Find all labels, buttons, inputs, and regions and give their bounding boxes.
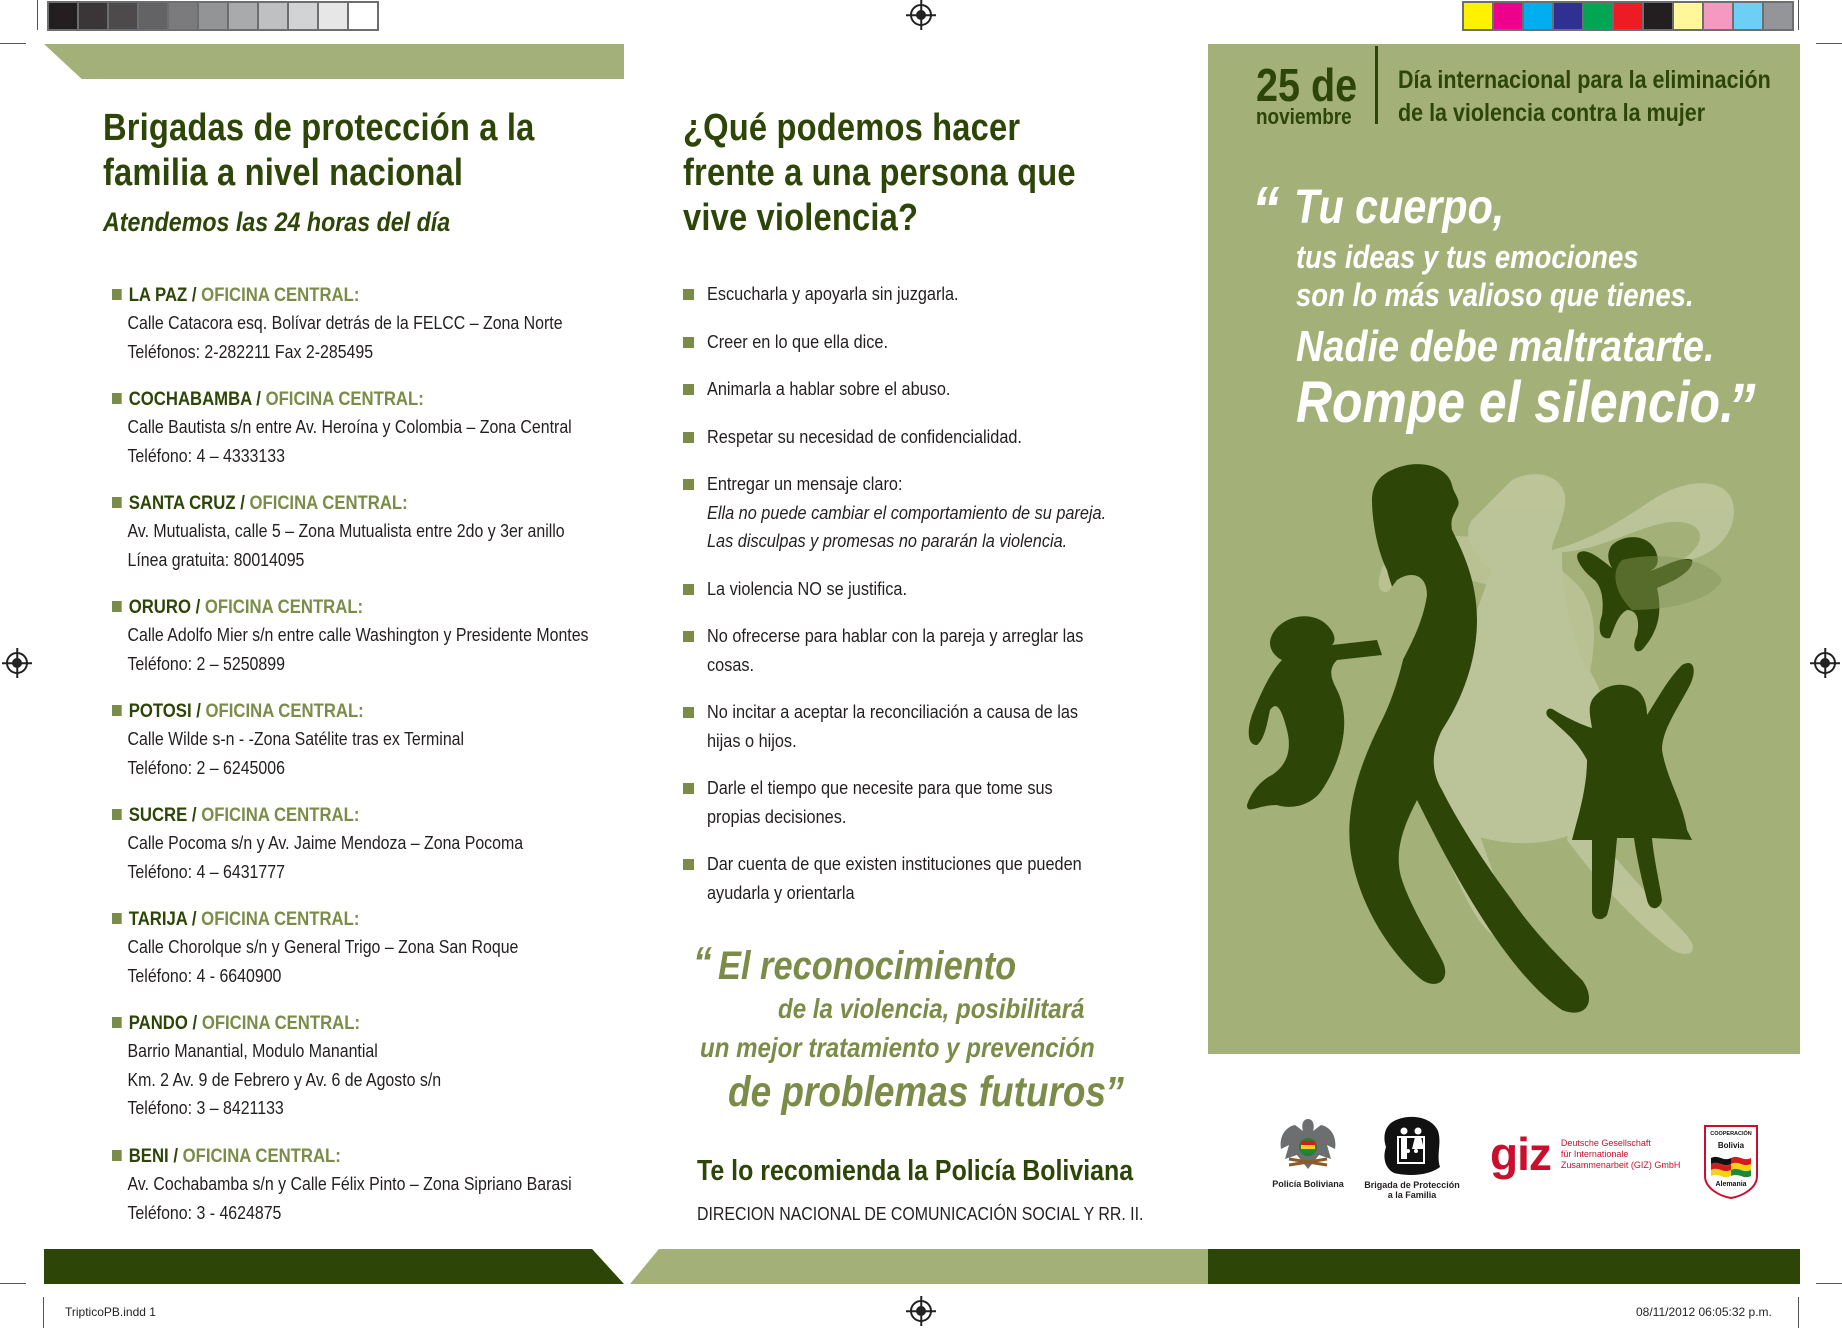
event-title (1398, 64, 1771, 130)
color-swatch (1554, 3, 1584, 29)
square-bullet-icon (112, 1017, 122, 1028)
office-header (112, 803, 570, 829)
advice-note: Ella no puede cambiar el comportamiento de su pareja. (707, 501, 1107, 523)
office-label: OFICINA CENTRAL: (201, 909, 360, 930)
quote-line: Rompe el silencio. (1296, 370, 1734, 435)
office-entry (112, 1011, 632, 1123)
square-bullet-icon (683, 432, 694, 443)
left-panel-subtitle: Atendemos las 24 horas del día (103, 207, 451, 237)
separator: / (235, 493, 250, 514)
office-city: SANTA CRUZ (128, 493, 236, 514)
quote-line: tus ideas y tus emociones (1296, 239, 1639, 275)
office-detail: Calle Pocoma s/n y Av. Jaime Mendoza – Zona Pocoma (127, 832, 524, 853)
office-label: OFICINA CENTRAL: (265, 389, 424, 410)
bottom-band-middle (630, 1249, 1208, 1284)
color-swatch (259, 3, 289, 29)
office-city: ORURO (128, 597, 191, 618)
color-swatch (169, 3, 199, 29)
giz-fullname (1561, 1138, 1681, 1171)
title-line: ¿Qué podemos hacer (683, 107, 1021, 149)
color-swatch (1494, 3, 1524, 29)
separator: / (187, 909, 202, 930)
office-detail: Línea gratuita: 80014095 (127, 548, 305, 570)
title-line: frente a una persona que (683, 152, 1076, 194)
square-bullet-icon (112, 393, 122, 404)
office-header (112, 595, 570, 621)
office-detail: Km. 2 Av. 9 de Febrero y Av. 6 de Agosto s/n (127, 1068, 442, 1090)
left-panel-title (103, 106, 534, 196)
square-bullet-icon (112, 1150, 122, 1161)
date-month: noviembre (1256, 104, 1352, 129)
office-detail: Barrio Manantial, Modulo Manantial (127, 1040, 378, 1061)
advice-item (683, 850, 1143, 907)
open-quote-mark: “ (1252, 173, 1280, 245)
office-city: SUCRE (128, 805, 188, 826)
quote-line: son lo más valioso que tienes. (1296, 277, 1694, 313)
giz-line: Zusammenarbeit (GIZ) GmbH (1560, 1159, 1681, 1170)
caption-line: a la Familia (1387, 1190, 1437, 1200)
family-silhouette-illustration (1242, 460, 1772, 1040)
office-header (112, 907, 570, 933)
close-quote-mark: ” (1105, 1068, 1124, 1117)
office-header (112, 387, 570, 413)
color-swatch (79, 3, 109, 29)
office-detail: Teléfono: 4 - 6640900 (127, 964, 282, 986)
giz-line: für Internationale (1560, 1148, 1629, 1159)
police-crest-icon (1277, 1115, 1339, 1175)
square-bullet-icon (683, 631, 694, 642)
footer-filename: TripticoPB.indd 1 (65, 1305, 156, 1319)
cover-panel (1208, 44, 1800, 1054)
office-city: LA PAZ (128, 285, 188, 306)
advice-list (683, 280, 1143, 907)
crop-mark (0, 1283, 26, 1284)
office-entry (112, 387, 632, 470)
square-bullet-icon (683, 289, 694, 300)
color-swatch (1584, 3, 1614, 29)
office-label: OFICINA CENTRAL: (182, 1146, 341, 1167)
square-bullet-icon (683, 783, 694, 794)
department-line: DIRECION NACIONAL DE COMUNICACIÓN SOCIAL Y RR. II. (697, 1203, 1144, 1224)
recommendation-line: Te lo recomienda la Policía Boliviana (697, 1155, 1134, 1187)
square-bullet-icon (683, 337, 694, 348)
office-detail: Teléfono: 2 – 6245006 (127, 756, 285, 778)
office-entry (112, 491, 632, 574)
square-bullet-icon (683, 859, 694, 870)
quote-line: de la violencia, posibilitará (778, 993, 1085, 1024)
advice-text: No ofrecerse para hablar con la pareja y arreglar las (707, 625, 1084, 646)
cmyk-color-bar (1462, 1, 1794, 31)
separator: / (191, 701, 206, 722)
square-bullet-icon (112, 289, 122, 300)
advice-text: propias decisiones. (707, 805, 847, 827)
advice-text: Respetar su necesidad de confidencialidad. (707, 425, 1022, 447)
quote-line: El reconocimiento (718, 944, 1017, 988)
advice-text: cosas. (707, 653, 755, 675)
advice-text: Animarla a hablar sobre el abuso. (707, 378, 951, 399)
advice-text: Entregar un mensaje claro: (707, 473, 903, 494)
separator: / (187, 1013, 202, 1034)
office-label: OFICINA CENTRAL: (204, 597, 364, 618)
office-city: BENI (128, 1146, 169, 1167)
title-line: vive violencia? (683, 197, 919, 239)
office-entry (112, 907, 632, 990)
advice-item (683, 280, 1143, 309)
office-city: PANDO (128, 1013, 188, 1034)
bottom-band-left (44, 1249, 624, 1284)
advice-text: ayudarla y orientarla (707, 881, 855, 903)
advice-text: hijas o hijos. (707, 729, 797, 751)
office-entry (112, 1144, 632, 1227)
office-city: COCHABAMBA (128, 389, 252, 410)
office-header (112, 699, 570, 725)
crop-mark (1816, 43, 1842, 44)
title-line: Brigadas de protección a la (103, 107, 535, 149)
coop-line: Bolivia (1717, 1141, 1745, 1150)
color-swatch (199, 3, 229, 29)
separator: / (251, 389, 266, 410)
square-bullet-icon (683, 479, 694, 490)
square-bullet-icon (112, 913, 122, 924)
logo-policia-boliviana (1268, 1115, 1348, 1189)
square-bullet-icon (112, 705, 122, 716)
color-swatch (1464, 3, 1494, 29)
gray-color-bar (47, 1, 379, 31)
office-detail: Teléfono: 3 – 8421133 (127, 1097, 284, 1118)
office-detail: Teléfono: 2 – 5250899 (127, 652, 285, 674)
office-entry (112, 595, 632, 678)
square-bullet-icon (683, 584, 694, 595)
office-label: OFICINA CENTRAL: (205, 701, 364, 722)
color-swatch (1524, 3, 1554, 29)
coop-line: COOPERACIÓN (1710, 1131, 1752, 1137)
crop-mark (1816, 1283, 1842, 1284)
logo-brigada-proteccion-familia (1362, 1115, 1462, 1200)
crop-mark (1798, 1297, 1799, 1328)
giz-line: Deutsche Gesellschaft (1560, 1137, 1651, 1148)
advice-item (683, 470, 1143, 556)
advice-text: Darle el tiempo que necesite para que tome sus (707, 777, 1053, 798)
registration-mark-icon (910, 1300, 932, 1322)
logo-giz (1490, 1128, 1690, 1180)
office-header (112, 491, 570, 517)
title-line: familia a nivel nacional (103, 152, 464, 194)
office-entry (112, 803, 632, 886)
advice-item (683, 328, 1143, 357)
office-detail: Calle Wilde s-n - -Zona Satélite tras ex Terminal (127, 728, 465, 749)
event-line: Día internacional para la eliminación (1398, 66, 1771, 94)
event-line: de la violencia contra la mujer (1398, 99, 1706, 127)
square-bullet-icon (683, 384, 694, 395)
footer-datetime: 08/11/2012 06:05:32 p.m. (1636, 1305, 1772, 1319)
office-city: TARIJA (128, 909, 188, 930)
advice-item (683, 774, 1143, 831)
advice-item (683, 698, 1143, 755)
square-bullet-icon (112, 497, 122, 508)
crop-mark (43, 1297, 44, 1328)
advice-item (683, 575, 1143, 604)
crop-mark (1798, 0, 1799, 30)
advice-text: No incitar a aceptar la reconciliación a causa de las (707, 701, 1079, 722)
close-quote-mark: ” (1728, 370, 1756, 442)
color-swatch (289, 3, 319, 29)
color-swatch (1734, 3, 1764, 29)
office-header (112, 1011, 570, 1037)
separator: / (168, 1146, 183, 1167)
color-swatch (1674, 3, 1704, 29)
bottom-band-right (1208, 1249, 1800, 1284)
advice-text: Creer en lo que ella dice. (707, 330, 889, 352)
caption-line: Brigada de Protección (1364, 1180, 1460, 1190)
advice-item (683, 622, 1143, 679)
advice-item (683, 375, 1143, 404)
logo-caption (1362, 1180, 1462, 1200)
quote-line: un mejor tratamiento y prevención (700, 1032, 1095, 1063)
office-header (112, 283, 570, 309)
color-swatch (319, 3, 349, 29)
office-label: OFICINA CENTRAL: (249, 493, 408, 514)
office-detail: Teléfono: 4 – 4333133 (127, 444, 285, 466)
top-decorative-band (44, 44, 624, 79)
office-label: OFICINA CENTRAL: (201, 285, 360, 306)
date-divider (1375, 46, 1378, 124)
color-swatch (49, 3, 79, 29)
separator: / (190, 597, 205, 618)
registration-mark-icon (6, 652, 28, 674)
logo-cooperacion-bolivia-alemania (1703, 1124, 1759, 1205)
office-header (112, 1144, 570, 1170)
family-brigade-icon (1380, 1115, 1444, 1177)
color-swatch (229, 3, 259, 29)
square-bullet-icon (112, 601, 122, 612)
separator: / (187, 285, 202, 306)
office-label: OFICINA CENTRAL: (201, 1013, 361, 1034)
square-bullet-icon (112, 809, 122, 820)
office-city: POTOSI (128, 701, 192, 722)
coop-line: Alemania (1715, 1181, 1747, 1188)
color-swatch (109, 3, 139, 29)
office-detail: Calle Chorolque s/n y General Trigo – Zona San Roque (127, 936, 519, 957)
quote-line: Nadie debe maltratarte. (1296, 322, 1715, 371)
office-detail: Av. Mutualista, calle 5 – Zona Mutualista entre 2do y 3er anillo (127, 520, 565, 541)
advice-text: Escucharla y apoyarla sin juzgarla. (707, 283, 959, 304)
open-quote-mark: “ (693, 938, 712, 987)
registration-mark-icon (910, 4, 932, 26)
color-swatch (1704, 3, 1734, 29)
square-bullet-icon (683, 707, 694, 718)
office-entry (112, 699, 632, 782)
office-detail: Av. Cochabamba s/n y Calle Félix Pinto – Zona Sipriano Barasi (127, 1173, 572, 1194)
logo-caption: Policía Boliviana (1272, 1179, 1344, 1189)
crop-mark (37, 0, 38, 30)
registration-mark-icon (1814, 652, 1836, 674)
color-swatch (1644, 3, 1674, 29)
color-swatch (1764, 3, 1792, 29)
office-entry (112, 283, 632, 366)
advice-text: La violencia NO se justifica. (707, 577, 907, 599)
separator: / (187, 805, 202, 826)
office-detail: Calle Bautista s/n entre Av. Heroína y Colombia – Zona Central (127, 416, 572, 437)
office-detail: Calle Catacora esq. Bolívar detrás de la FELCC – Zona Norte (127, 312, 563, 333)
advice-note: Las disculpas y promesas no pararán la violencia. (707, 530, 1068, 551)
quote-line: Tu cuerpo, (1294, 181, 1505, 234)
middle-panel-title (683, 106, 1076, 241)
advice-item (683, 423, 1143, 452)
date-number: 25 de (1256, 59, 1358, 111)
color-swatch (349, 3, 377, 29)
office-detail: Teléfono: 4 – 6431777 (127, 860, 285, 882)
advice-text: Dar cuenta de que existen instituciones que pueden (707, 853, 1082, 874)
crop-mark (0, 43, 26, 44)
color-swatch (139, 3, 169, 29)
office-detail: Teléfono: 3 - 4624875 (127, 1201, 282, 1223)
giz-wordmark: giz (1490, 1128, 1551, 1180)
office-detail: Calle Adolfo Mier s/n entre calle Washington y Presidente Montes (127, 624, 589, 645)
office-label: OFICINA CENTRAL: (201, 805, 360, 826)
quote-line: de problemas futuros (728, 1068, 1107, 1116)
color-swatch (1614, 3, 1644, 29)
office-detail: Teléfonos: 2-282211 Fax 2-285495 (127, 340, 374, 362)
